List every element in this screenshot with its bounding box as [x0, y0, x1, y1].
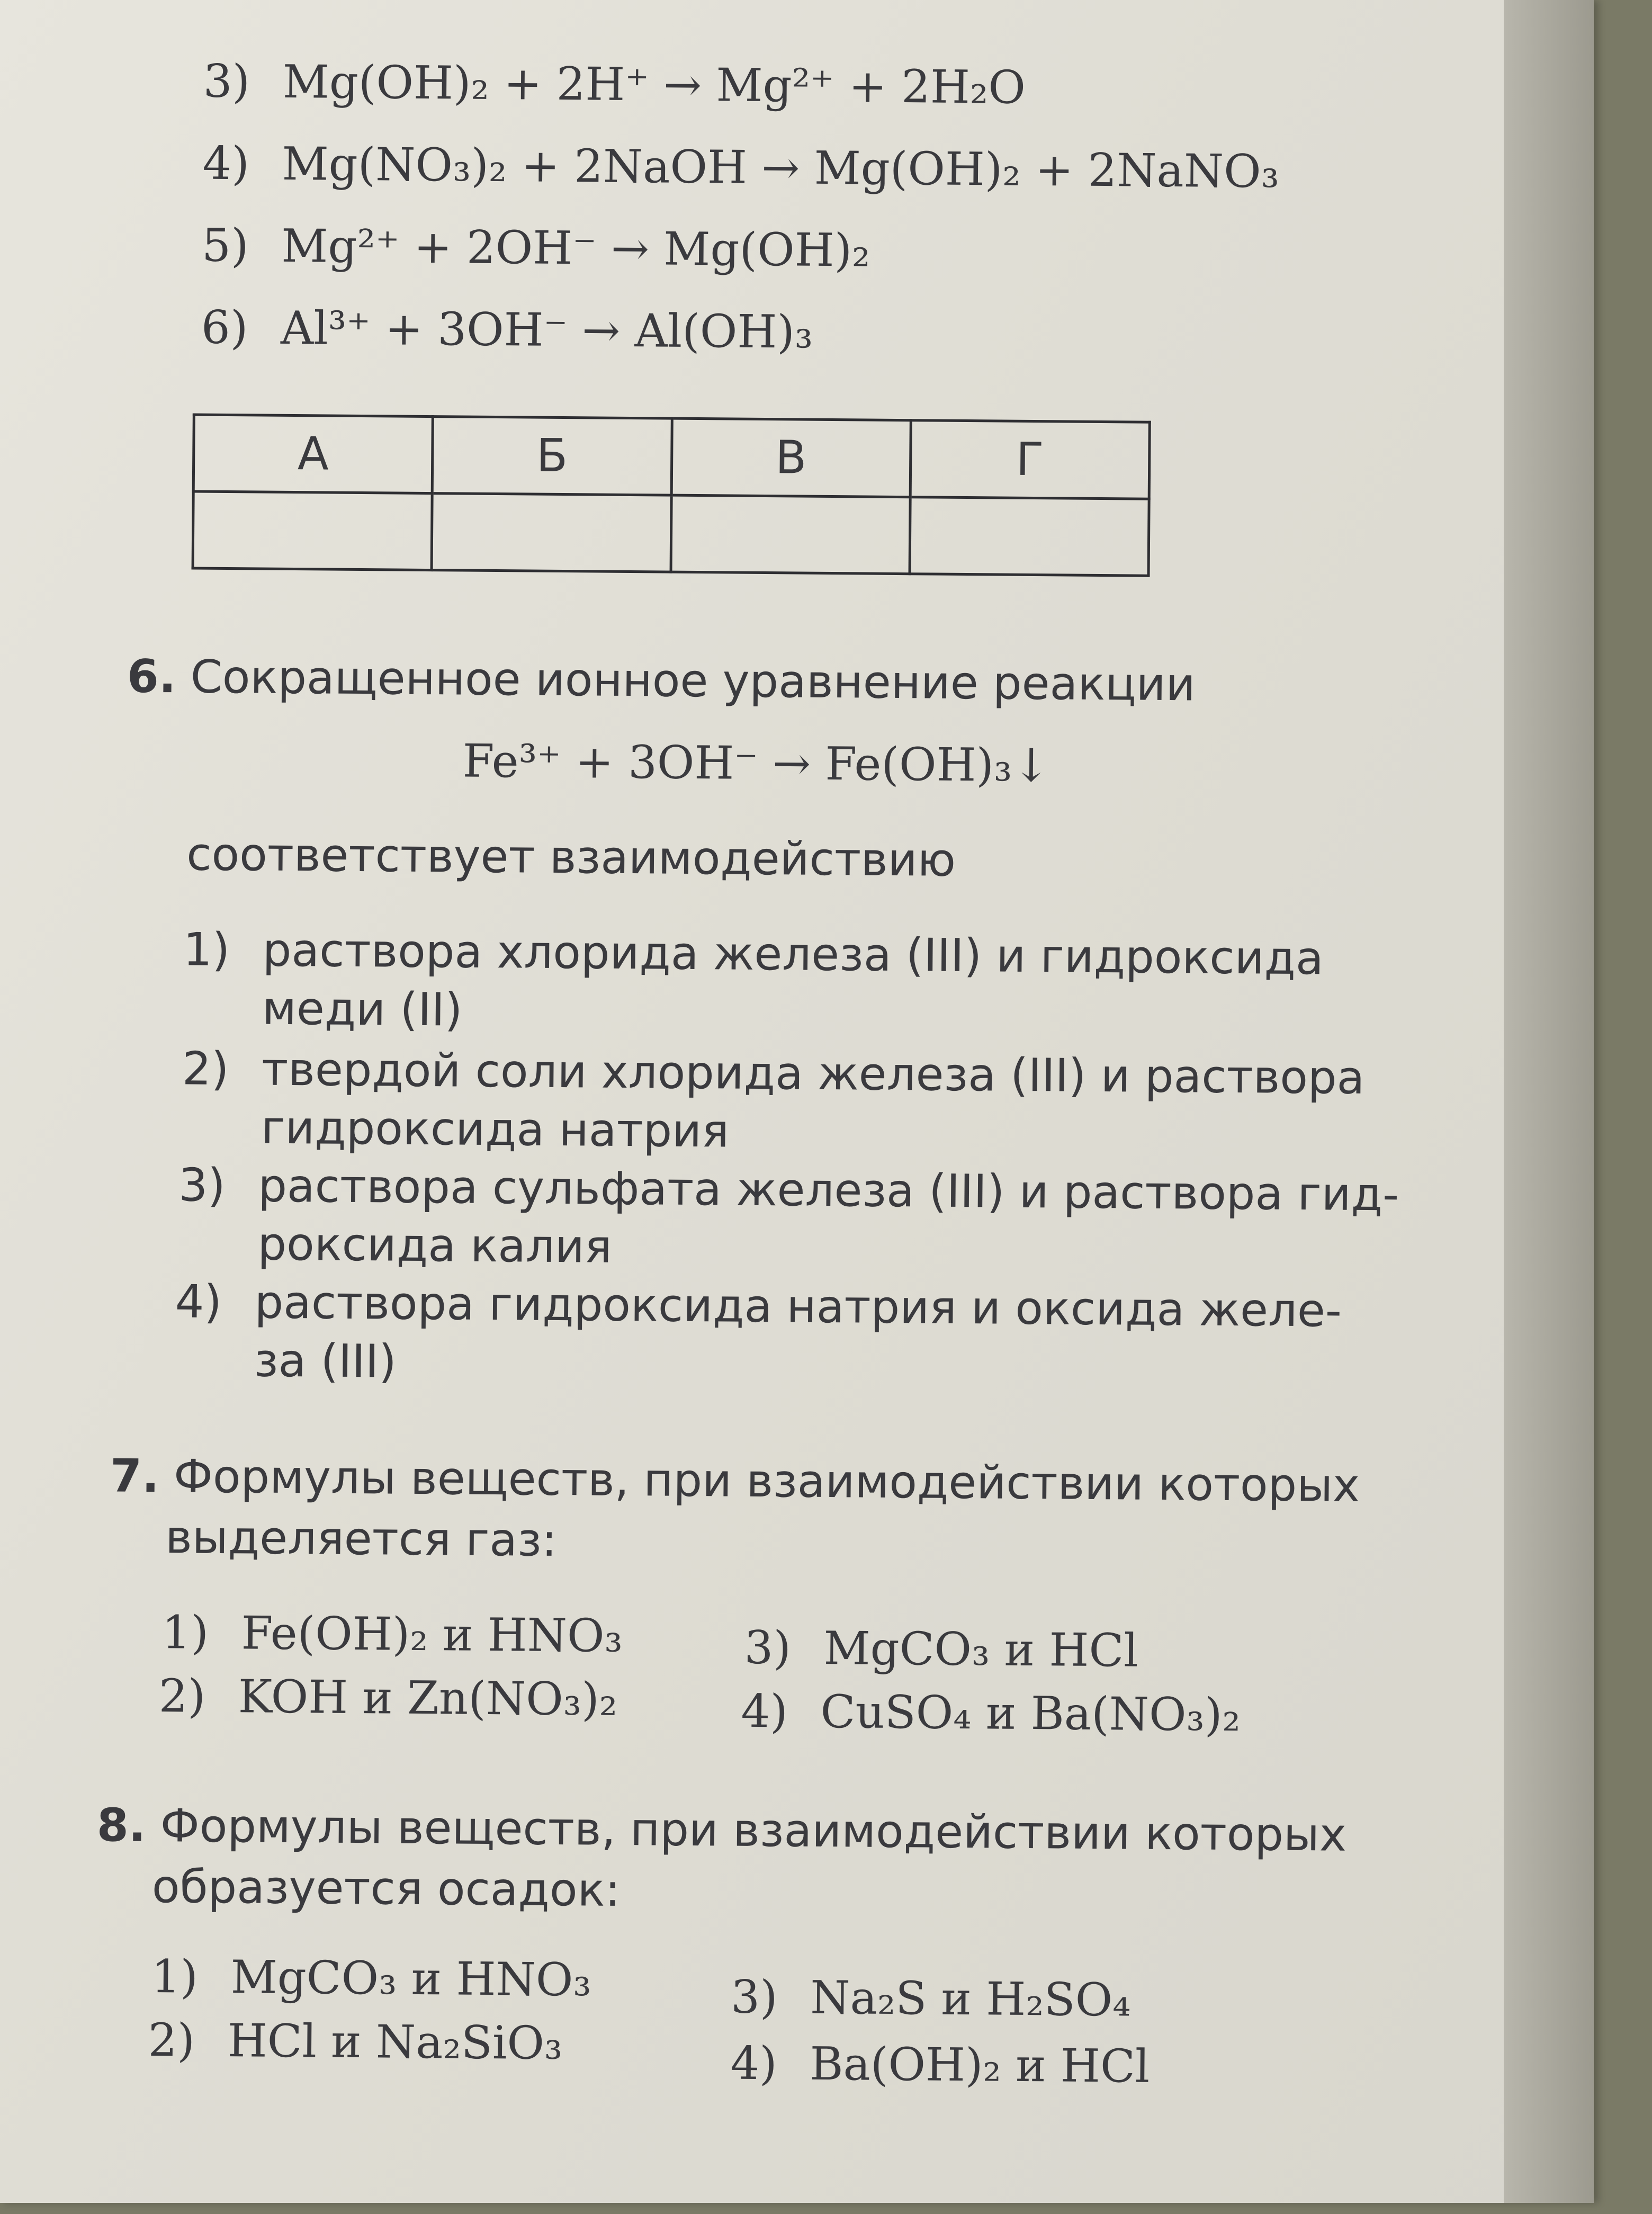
answer-cell[interactable] [671, 495, 910, 574]
question-7-stem [110, 1449, 1360, 1512]
q7-option-1 [161, 1606, 623, 1663]
answer-cell[interactable] [193, 491, 432, 570]
question-8-stem [96, 1799, 1347, 1862]
answer-table-header: В [671, 418, 911, 497]
q6-option-1 [183, 923, 1324, 985]
answer-cell[interactable] [910, 497, 1149, 576]
q6-option-4 [175, 1275, 1342, 1338]
answer-table-header: А [193, 415, 433, 494]
option-text: Ba(OH)₂ и HCl [810, 2037, 1150, 2093]
q6-option-3 [178, 1159, 1399, 1222]
question-number: 7. [110, 1449, 160, 1503]
option-number: 4) [175, 1275, 222, 1329]
option-text: раствора гидроксида натрия и оксида желе- [254, 1276, 1342, 1338]
question-6-continuation: соответствует взаимодействию [186, 828, 956, 887]
option-number: 4) [730, 2037, 778, 2091]
option-text: CuSO₄ и Ba(NO₃)₂ [820, 1685, 1241, 1742]
option-text: MgCO₃ и HNO₃ [230, 1951, 592, 2007]
q7-option-3 [744, 1621, 1139, 1678]
option-text: KOH и Zn(NO₃)₂ [238, 1670, 618, 1726]
block5-option-5 [201, 219, 870, 277]
q6-option-3-cont: роксида калия [257, 1217, 612, 1274]
option-number: 4) [741, 1684, 788, 1738]
q8-option-3 [731, 1970, 1132, 2027]
option-number: 3) [178, 1159, 226, 1213]
question-text: Формулы веществ, при взаимодействии которых [173, 1450, 1360, 1512]
block5-option-3 [203, 55, 1026, 114]
option-text: Fe(OH)₂ и HNO₃ [241, 1607, 623, 1663]
option-text: Al³⁺ + 3OH⁻ → Al(OH)₃ [280, 301, 813, 359]
question-text: Формулы веществ, при взаимодействии которых [160, 1799, 1347, 1862]
question-text: Сокращенное ионное уравнение реакции [190, 650, 1196, 712]
option-text: Mg(NO₃)₂ + 2NaOH → Mg(OH)₂ + 2NaNO₃ [282, 137, 1280, 199]
option-number: 1) [161, 1606, 209, 1660]
block5-option-6 [201, 301, 813, 359]
option-number: 1) [151, 1950, 199, 2004]
option-number: 4) [202, 137, 250, 191]
option-text: HCl и Na₂SiO₃ [227, 2014, 563, 2070]
question-6-equation: Fe³⁺ + 3OH⁻ → Fe(OH)₃↓ [462, 734, 1051, 793]
option-number: 2) [158, 1670, 206, 1723]
option-text: Na₂S и H₂SO₄ [810, 1971, 1132, 2027]
option-number: 3) [744, 1621, 792, 1675]
option-text: Mg²⁺ + 2OH⁻ → Mg(OH)₂ [281, 219, 870, 277]
question-8-stem-cont: образуется осадок: [151, 1860, 621, 1917]
option-text: раствора хлорида железа (III) и гидроксида [262, 924, 1324, 985]
option-number: 3) [203, 55, 250, 109]
question-number: 8. [96, 1799, 146, 1852]
q6-option-2 [182, 1042, 1365, 1105]
option-number: 6) [201, 301, 248, 355]
question-6-stem [127, 650, 1196, 712]
answer-table-header: Б [432, 417, 671, 496]
option-text: MgCO₃ и HCl [823, 1621, 1139, 1678]
block5-option-4 [202, 137, 1280, 199]
q6-option-4-cont: за (III) [254, 1334, 397, 1388]
answer-cell[interactable] [432, 494, 671, 572]
option-text: раствора сульфата железа (III) и раствора гид- [258, 1159, 1399, 1222]
q8-option-1 [151, 1950, 592, 2007]
option-text: Mg(OH)₂ + 2H⁺ → Mg²⁺ + 2H₂O [282, 55, 1026, 114]
q7-option-4 [741, 1684, 1241, 1742]
q7-option-2 [158, 1670, 618, 1726]
answer-table-answer-row [193, 491, 1149, 576]
answer-table-header: Г [910, 420, 1150, 499]
option-text: твердой соли хлорида железа (III) и раствора [261, 1043, 1365, 1105]
q8-option-4 [730, 2037, 1150, 2093]
question-number: 6. [127, 650, 176, 704]
question-7-stem-cont: выделяется газ: [165, 1511, 558, 1567]
q6-option-2-cont: гидроксида натрия [261, 1101, 730, 1158]
answer-table [192, 414, 1151, 577]
q8-option-2 [148, 2013, 563, 2070]
option-number: 2) [182, 1042, 229, 1096]
option-number: 1) [183, 923, 230, 977]
option-number: 5) [201, 219, 249, 273]
answer-table-header-row [193, 415, 1150, 499]
option-number: 2) [148, 2013, 195, 2067]
q6-option-1-cont: меди (II) [262, 982, 463, 1037]
option-number: 3) [731, 1970, 778, 2024]
